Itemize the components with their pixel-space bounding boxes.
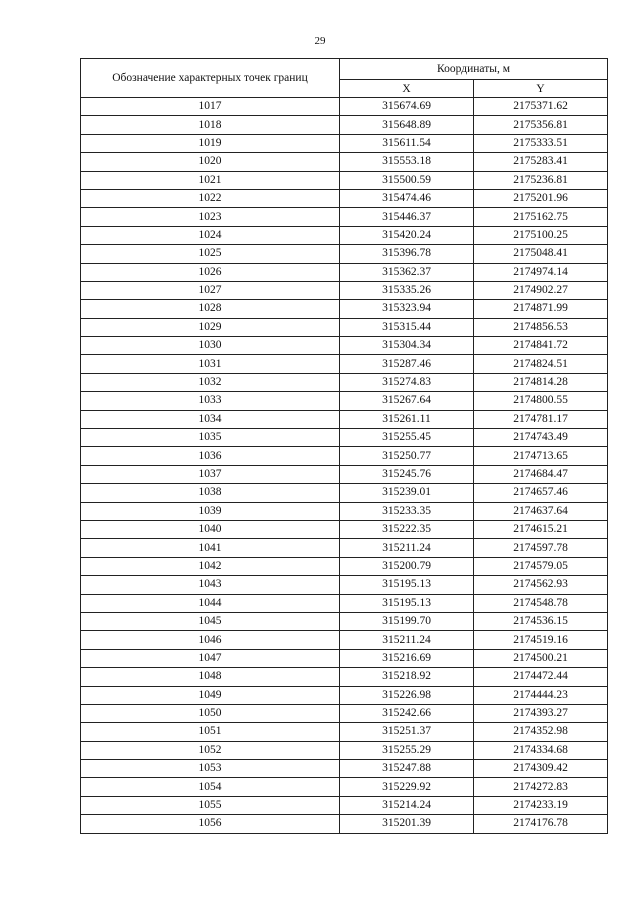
y-coordinate-cell: 2174824.51 <box>474 355 608 373</box>
x-coordinate-cell: 315362.37 <box>340 263 474 281</box>
table-header <box>81 59 608 98</box>
point-id-cell: 1044 <box>81 594 340 612</box>
x-coordinate-cell: 315648.89 <box>340 116 474 134</box>
y-coordinate-cell: 2174444.23 <box>474 686 608 704</box>
table-row <box>81 116 608 134</box>
x-coordinate-cell: 315500.59 <box>340 171 474 189</box>
coordinates-column-header: Координаты, м <box>340 59 608 80</box>
x-coordinate-cell: 315247.88 <box>340 760 474 778</box>
point-id-cell: 1056 <box>81 815 340 833</box>
point-id-cell: 1037 <box>81 465 340 483</box>
point-id-cell: 1054 <box>81 778 340 796</box>
x-coordinate-cell: 315195.13 <box>340 594 474 612</box>
x-coordinate-cell: 315315.44 <box>340 318 474 336</box>
y-coordinate-cell: 2174393.27 <box>474 704 608 722</box>
y-coordinate-cell: 2174800.55 <box>474 392 608 410</box>
point-id-cell: 1046 <box>81 631 340 649</box>
x-coordinate-cell: 315420.24 <box>340 226 474 244</box>
point-id-cell: 1049 <box>81 686 340 704</box>
table-row <box>81 741 608 759</box>
x-coordinate-cell: 315255.29 <box>340 741 474 759</box>
y-coordinate-cell: 2175333.51 <box>474 134 608 152</box>
y-coordinate-cell: 2174548.78 <box>474 594 608 612</box>
table-row <box>81 392 608 410</box>
page-number: 29 <box>314 35 326 47</box>
table-row <box>81 576 608 594</box>
x-coordinate-cell: 315251.37 <box>340 723 474 741</box>
table-row <box>81 778 608 796</box>
y-coordinate-cell: 2174472.44 <box>474 668 608 686</box>
y-coordinate-cell: 2174519.16 <box>474 631 608 649</box>
x-coordinate-cell: 315261.11 <box>340 410 474 428</box>
y-coordinate-cell: 2174176.78 <box>474 815 608 833</box>
table-row <box>81 631 608 649</box>
point-id-cell: 1032 <box>81 373 340 391</box>
y-coordinate-cell: 2174334.68 <box>474 741 608 759</box>
point-id-cell: 1038 <box>81 484 340 502</box>
x-coordinate-cell: 315274.83 <box>340 373 474 391</box>
point-id-cell: 1027 <box>81 281 340 299</box>
y-column-header: Y <box>474 80 608 98</box>
point-id-cell: 1035 <box>81 429 340 447</box>
y-coordinate-cell: 2174902.27 <box>474 281 608 299</box>
x-coordinate-cell: 315201.39 <box>340 815 474 833</box>
table-row <box>81 815 608 833</box>
table-row <box>81 649 608 667</box>
x-coordinate-cell: 315226.98 <box>340 686 474 704</box>
y-coordinate-cell: 2174352.98 <box>474 723 608 741</box>
x-coordinate-cell: 315216.69 <box>340 649 474 667</box>
table-row <box>81 723 608 741</box>
x-coordinate-cell: 315474.46 <box>340 189 474 207</box>
point-id-cell: 1020 <box>81 153 340 171</box>
x-coordinate-cell: 315446.37 <box>340 208 474 226</box>
table-row <box>81 337 608 355</box>
table-row <box>81 281 608 299</box>
table-row <box>81 520 608 538</box>
x-coordinate-cell: 315323.94 <box>340 300 474 318</box>
table-row <box>81 704 608 722</box>
x-coordinate-cell: 315250.77 <box>340 447 474 465</box>
y-coordinate-cell: 2174713.65 <box>474 447 608 465</box>
x-coordinate-cell: 315229.92 <box>340 778 474 796</box>
point-id-cell: 1029 <box>81 318 340 336</box>
table-row <box>81 502 608 520</box>
y-coordinate-cell: 2174974.14 <box>474 263 608 281</box>
point-id-cell: 1055 <box>81 796 340 814</box>
point-id-cell: 1051 <box>81 723 340 741</box>
y-coordinate-cell: 2174814.28 <box>474 373 608 391</box>
table-row <box>81 153 608 171</box>
y-coordinate-cell: 2175236.81 <box>474 171 608 189</box>
y-coordinate-cell: 2175371.62 <box>474 98 608 116</box>
x-coordinate-cell: 315242.66 <box>340 704 474 722</box>
y-coordinate-cell: 2174562.93 <box>474 576 608 594</box>
x-coordinate-cell: 315255.45 <box>340 429 474 447</box>
point-id-cell: 1047 <box>81 649 340 667</box>
table-row <box>81 760 608 778</box>
point-id-cell: 1050 <box>81 704 340 722</box>
point-id-cell: 1052 <box>81 741 340 759</box>
y-coordinate-cell: 2174615.21 <box>474 520 608 538</box>
table-row <box>81 134 608 152</box>
y-coordinate-cell: 2174871.99 <box>474 300 608 318</box>
x-coordinate-cell: 315396.78 <box>340 245 474 263</box>
point-id-cell: 1017 <box>81 98 340 116</box>
x-coordinate-cell: 315611.54 <box>340 134 474 152</box>
y-coordinate-cell: 2174781.17 <box>474 410 608 428</box>
x-coordinate-cell: 315200.79 <box>340 557 474 575</box>
table-row <box>81 465 608 483</box>
table-row <box>81 226 608 244</box>
table-row <box>81 318 608 336</box>
table-row <box>81 557 608 575</box>
y-coordinate-cell: 2174579.05 <box>474 557 608 575</box>
y-coordinate-cell: 2175048.41 <box>474 245 608 263</box>
y-coordinate-cell: 2175356.81 <box>474 116 608 134</box>
table-row <box>81 686 608 704</box>
table-row <box>81 612 608 630</box>
x-coordinate-cell: 315287.46 <box>340 355 474 373</box>
point-id-cell: 1025 <box>81 245 340 263</box>
point-id-cell: 1041 <box>81 539 340 557</box>
table-row <box>81 594 608 612</box>
y-coordinate-cell: 2174684.47 <box>474 465 608 483</box>
point-id-cell: 1021 <box>81 171 340 189</box>
x-coordinate-cell: 315267.64 <box>340 392 474 410</box>
y-coordinate-cell: 2174309.42 <box>474 760 608 778</box>
table-row <box>81 98 608 116</box>
x-coordinate-cell: 315218.92 <box>340 668 474 686</box>
y-coordinate-cell: 2175100.25 <box>474 226 608 244</box>
point-column-header: Обозначение характерных точек границ <box>81 59 340 98</box>
y-coordinate-cell: 2175201.96 <box>474 189 608 207</box>
table-row <box>81 429 608 447</box>
y-coordinate-cell: 2174856.53 <box>474 318 608 336</box>
table-row <box>81 539 608 557</box>
point-id-cell: 1022 <box>81 189 340 207</box>
y-coordinate-cell: 2174536.15 <box>474 612 608 630</box>
table-row <box>81 668 608 686</box>
x-coordinate-cell: 315245.76 <box>340 465 474 483</box>
x-coordinate-cell: 315211.24 <box>340 539 474 557</box>
point-id-cell: 1048 <box>81 668 340 686</box>
x-coordinate-cell: 315214.24 <box>340 796 474 814</box>
point-id-cell: 1023 <box>81 208 340 226</box>
x-coordinate-cell: 315199.70 <box>340 612 474 630</box>
point-id-cell: 1039 <box>81 502 340 520</box>
table-row <box>81 355 608 373</box>
table-body <box>81 98 608 834</box>
table-row <box>81 447 608 465</box>
table-row <box>81 245 608 263</box>
point-id-cell: 1026 <box>81 263 340 281</box>
x-coordinate-cell: 315211.24 <box>340 631 474 649</box>
x-coordinate-cell: 315239.01 <box>340 484 474 502</box>
x-coordinate-cell: 315195.13 <box>340 576 474 594</box>
table-row <box>81 263 608 281</box>
x-coordinate-cell: 315304.34 <box>340 337 474 355</box>
point-id-cell: 1034 <box>81 410 340 428</box>
table-row <box>81 300 608 318</box>
point-id-cell: 1018 <box>81 116 340 134</box>
y-coordinate-cell: 2174841.72 <box>474 337 608 355</box>
table-row <box>81 410 608 428</box>
point-id-cell: 1036 <box>81 447 340 465</box>
x-coordinate-cell: 315553.18 <box>340 153 474 171</box>
table-row <box>81 484 608 502</box>
point-id-cell: 1033 <box>81 392 340 410</box>
point-id-cell: 1043 <box>81 576 340 594</box>
point-id-cell: 1024 <box>81 226 340 244</box>
table-row <box>81 373 608 391</box>
x-coordinate-cell: 315335.26 <box>340 281 474 299</box>
x-coordinate-cell: 315674.69 <box>340 98 474 116</box>
point-id-cell: 1030 <box>81 337 340 355</box>
x-coordinate-cell: 315222.35 <box>340 520 474 538</box>
table-row <box>81 189 608 207</box>
y-coordinate-cell: 2174657.46 <box>474 484 608 502</box>
coordinates-table <box>80 58 608 834</box>
point-id-cell: 1040 <box>81 520 340 538</box>
y-coordinate-cell: 2174597.78 <box>474 539 608 557</box>
x-coordinate-cell: 315233.35 <box>340 502 474 520</box>
point-id-cell: 1045 <box>81 612 340 630</box>
y-coordinate-cell: 2175162.75 <box>474 208 608 226</box>
table-row <box>81 208 608 226</box>
table-row <box>81 171 608 189</box>
point-id-cell: 1031 <box>81 355 340 373</box>
y-coordinate-cell: 2174743.49 <box>474 429 608 447</box>
point-id-cell: 1053 <box>81 760 340 778</box>
y-coordinate-cell: 2174500.21 <box>474 649 608 667</box>
y-coordinate-cell: 2174637.64 <box>474 502 608 520</box>
point-id-cell: 1042 <box>81 557 340 575</box>
y-coordinate-cell: 2174233.19 <box>474 796 608 814</box>
x-column-header: X <box>340 80 474 98</box>
y-coordinate-cell: 2175283.41 <box>474 153 608 171</box>
table-row <box>81 796 608 814</box>
point-id-cell: 1028 <box>81 300 340 318</box>
y-coordinate-cell: 2174272.83 <box>474 778 608 796</box>
point-id-cell: 1019 <box>81 134 340 152</box>
